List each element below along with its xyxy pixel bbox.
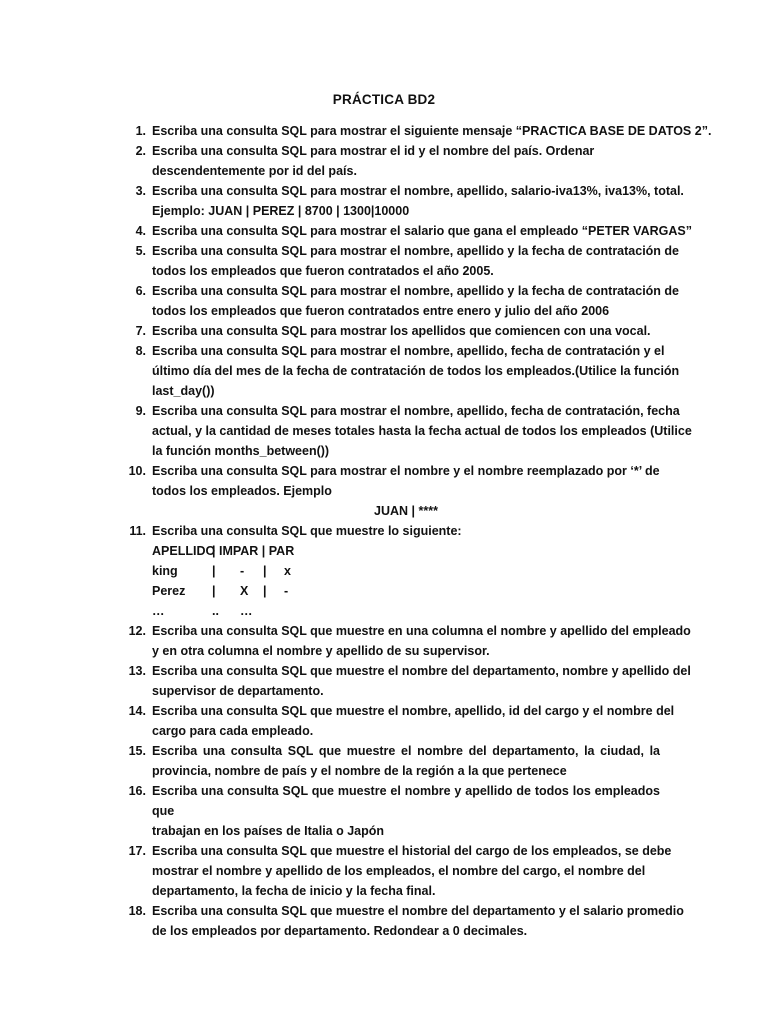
item-number: 14. [128,704,146,718]
item-text-line: Escriba una consulta SQL para mostrar el nombre, apellido y la fecha de contratación de [152,244,680,258]
item-text-line: Escriba una consulta SQL que muestre el nombre del departamento, la ciudad, la [152,744,660,758]
item-text-line: todos los empleados que fueron contratados el año 2005. [152,264,494,278]
list-item [135,401,692,461]
list-item [128,781,660,841]
item-number: 6. [135,284,146,298]
table-cell: | [212,564,216,578]
item-number: 16. [128,784,146,798]
item-number: 2. [135,144,146,158]
item-text-line: cargo para cada empleado. [152,724,314,738]
item-text-line: la función months_between()) [152,444,330,458]
item-text-line: actual, y la cantidad de meses totales hasta la fecha actual de todos los empleados (Utilice [152,424,692,438]
item-text-line: supervisor de departamento. [152,684,324,698]
item-text-line: Escriba una consulta SQL que muestre el nombre del departamento, nombre y apellido del [152,664,691,678]
table-cell: | [263,584,267,598]
list-item [128,901,684,941]
item-text-line: Escriba una consulta SQL para mostrar el salario que gana el empleado “PETER VARGAS” [152,224,692,238]
table-row [152,541,660,561]
item-number: 10. [128,464,146,478]
item-number: 17. [128,844,146,858]
table-cell: | IMPAR | PAR [212,544,295,558]
list-item [128,461,660,521]
list-item [135,321,660,341]
list-item [135,221,692,241]
item-text-line: Ejemplo: JUAN | PEREZ | 8700 | 1300|10000 [152,204,410,218]
list-item [135,181,684,221]
list-item [135,141,660,181]
item-number: 7. [135,324,146,338]
item-text-line: Escriba una consulta SQL para mostrar el siguiente mensaje “PRACTICA BASE DE DATOS 2”. [152,124,712,138]
item-number: 11. [129,524,146,538]
item-text-line: Escriba una consulta SQL para mostrar el nombre, apellido, fecha de contratación y el [152,344,665,358]
table-cell: … [240,604,253,618]
item-text-line: Escriba una consulta SQL para mostrar el nombre y el nombre reemplazado por ‘*’ de [152,464,660,478]
table-cell: X [240,584,249,598]
item-number: 15. [128,744,146,758]
item-text-line: Escriba una consulta SQL que muestre en una columna el nombre y apellido del empleado [152,624,691,638]
table-cell: Perez [152,584,186,598]
item-text-line: descendentemente por id del país. [152,164,357,178]
item-number: 3. [135,184,146,198]
table-cell: … [152,604,165,618]
list-item [128,621,691,661]
list-item [129,521,660,621]
table-cell: | [263,564,267,578]
table-cell: APELLIDO [152,544,216,558]
item-text-line: mostrar el nombre y apellido de los empleados, el nombre del cargo, el nombre del [152,864,646,878]
item-number: 18. [128,904,146,918]
list-item [128,841,672,901]
item-text-line: Escriba una consulta SQL que muestre lo siguiente: [152,524,462,538]
item-text-line: trabajan en los países de Italia o Japón [152,824,385,838]
table-cell: .. [212,604,219,618]
item-text-line: y en otra columna el nombre y apellido de su supervisor. [152,644,490,658]
item-text-line: Escriba una consulta SQL que muestre el nombre del departamento y el salario promedio [152,904,684,918]
item-text-line: provincia, nombre de país y el nombre de la región a la que pertenece [152,764,567,778]
list-item [128,741,660,781]
table-cell: - [240,564,245,578]
item-number: 12. [128,624,146,638]
list-item [135,341,680,401]
table-cell: | [212,584,216,598]
item-text-line: todos los empleados que fueron contratados entre enero y julio del año 2006 [152,304,610,318]
item-text-line: Escriba una consulta SQL para mostrar el nombre, apellido, salario-iva13%, iva13%, total. [152,184,684,198]
table-cell: king [152,564,178,578]
table-row [152,581,660,601]
item-text-line: Escriba una consulta SQL que muestre el historial del cargo de los empleados, se debe [152,844,672,858]
item-number: 4. [135,224,146,238]
item-number: 1. [135,124,146,138]
item-text-line: Escriba una consulta SQL para mostrar el id y el nombre del país. Ordenar [152,144,595,158]
item-number: 5. [135,244,146,258]
list-item [135,281,680,321]
table-row [152,561,660,581]
list-item [128,701,675,741]
item-text-line: todos los empleados. Ejemplo [152,484,332,498]
item-text-line: Escriba una consulta SQL para mostrar el nombre, apellido, fecha de contratación, fecha [152,404,680,418]
table-row [152,601,660,621]
item-text-line: de los empleados por departamento. Redondear a 0 decimales. [152,924,528,938]
table-cell: x [284,564,291,578]
sample-table [152,541,660,621]
exercise-list [128,121,712,941]
item-number: 13. [128,664,146,678]
list-item [135,121,712,141]
item-text-line: Escriba una consulta SQL que muestre el nombre y apellido de todos los empleados que [152,784,660,818]
item-text-line: Escriba una consulta SQL que muestre el nombre, apellido, id del cargo y el nombre del [152,704,675,718]
page-title: PRÁCTICA BD2 [332,92,436,107]
item-number: 8. [135,344,146,358]
item-text-line: Escriba una consulta SQL para mostrar el nombre, apellido y la fecha de contratación de [152,284,680,298]
item-number: 9. [135,404,146,418]
list-item [135,241,680,281]
item-text-line: Escriba una consulta SQL para mostrar los apellidos que comiencen con una vocal. [152,324,651,338]
example-text: JUAN | **** [374,504,438,518]
item-text-line: last_day()) [152,384,215,398]
item-text-line: departamento, la fecha de inicio y la fecha final. [152,884,436,898]
table-cell: - [284,584,289,598]
list-item [128,661,691,701]
item-text-line: último día del mes de la fecha de contratación de todos los empleados.(Utilice la función [152,364,680,378]
